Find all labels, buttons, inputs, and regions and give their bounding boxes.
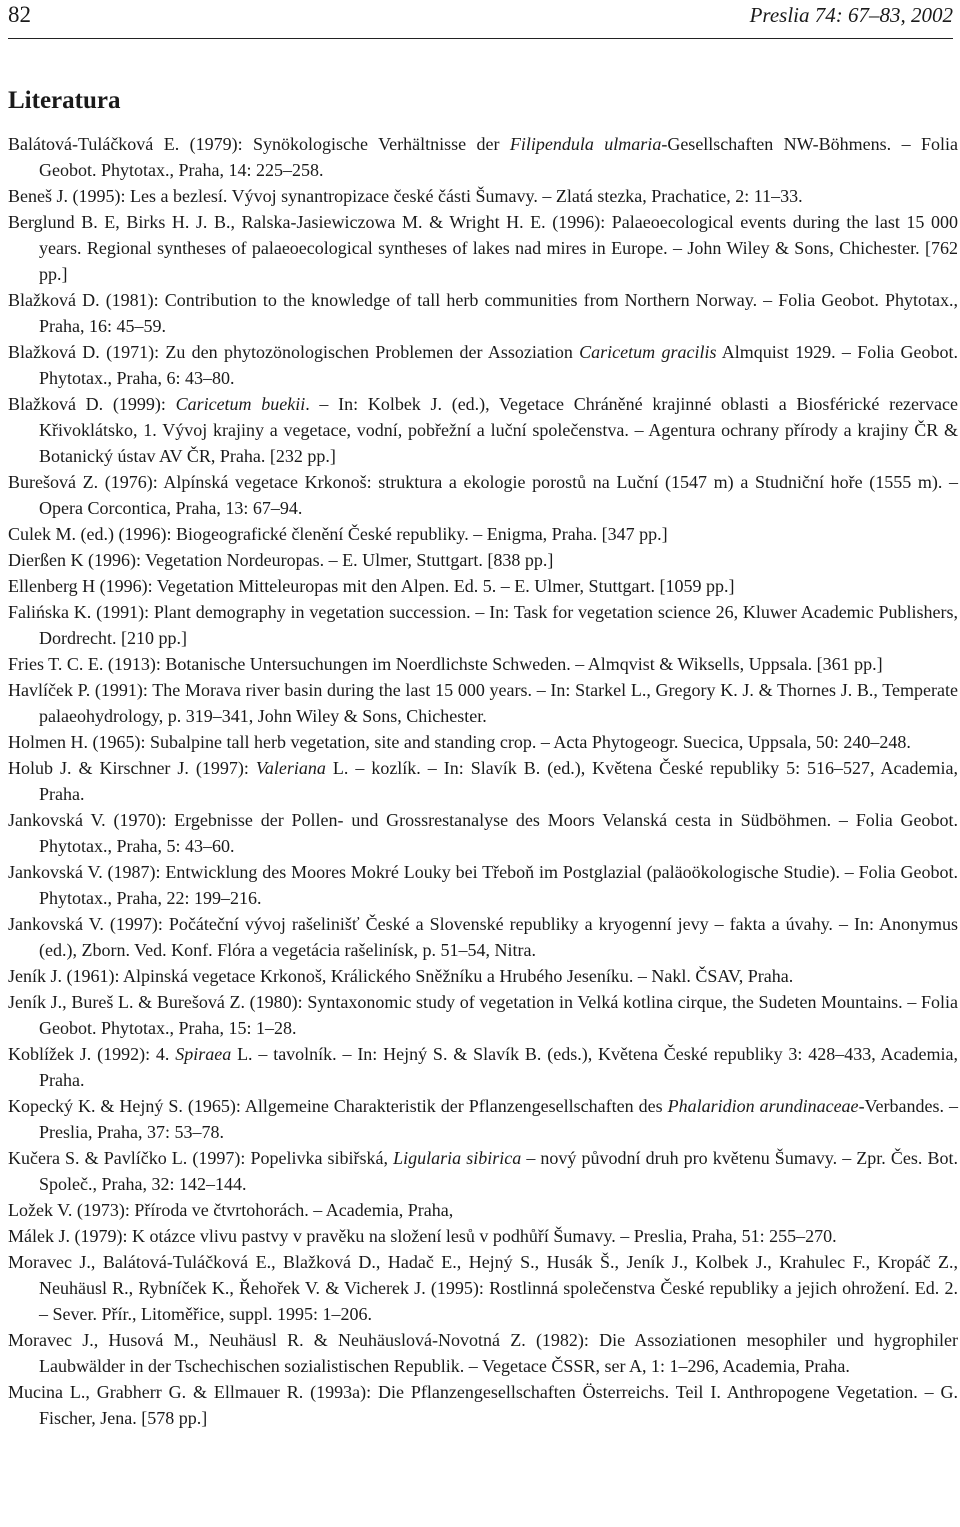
reference-text: Kopecký K. & Hejný S. (1965): Allgemeine Charakteristik der Pflanzengesellschaften des <box>8 1096 668 1116</box>
reference-text: Dierßen K (1996): Vegetation Nordeuropas. – E. Ulmer, Stuttgart. [838 pp.] <box>8 550 554 570</box>
reference-entry <box>8 651 958 677</box>
reference-text: Jeník J., Bureš L. & Burešová Z. (1980): Syntaxonomic study of vegetation in Velká kotlina cirque, the Sudeten Mountains. – Folia Geobot. Phytotax., Praha, 15: 1–28. <box>8 992 958 1038</box>
reference-list <box>8 131 958 1431</box>
reference-text: Holmen H. (1965): Subalpine tall herb vegetation, site and standing crop. – Acta Phytogeogr. Suecica, Uppsala, 50: 240–248. <box>8 732 911 752</box>
reference-entry <box>8 209 958 287</box>
reference-entry <box>8 131 958 183</box>
reference-text: Koblížek J. (1992): 4. <box>8 1044 176 1064</box>
reference-text: Blažková D. (1981): Contribution to the knowledge of tall herb communities from Northern Norway. – Folia Geobot. Phytotax., Praha, 16: 45–59. <box>8 290 958 336</box>
reference-entry <box>8 391 958 469</box>
reference-text: Berglund B. E, Birks H. J. B., Ralska-Jasiewiczowa M. & Wright H. E. (1996): Palaeoecological events during the last 15 000 years. Regional syntheses of palaeoecological syntheses of lakes nad mires in Europe. – John Wiley & Sons, Chichester. [762 pp.] <box>8 212 958 284</box>
reference-entry <box>8 1145 958 1197</box>
reference-entry <box>8 1223 958 1249</box>
taxon-name: Caricetum gracilis <box>579 342 717 362</box>
reference-text: Jankovská V. (1987): Entwicklung des Moores Mokré Louky bei Třeboň im Postglazial (paläoökologische Studie). – Folia Geobot. Phytotax., Praha, 22: 199–216. <box>8 862 958 908</box>
reference-entry <box>8 1249 958 1327</box>
reference-entry <box>8 573 958 599</box>
reference-text: Almquist 1929. – Folia Geobot. Phytotax., Praha, 6: 43–80. <box>39 342 959 388</box>
reference-entry <box>8 807 958 859</box>
reference-entry <box>8 521 958 547</box>
reference-text: Culek M. (ed.) (1996): Biogeografické členění České republiky. – Enigma, Praha. [347 pp.] <box>8 524 668 544</box>
taxon-name: Filipendula ulmaria <box>509 134 662 154</box>
taxon-name: Spiraea <box>175 1044 232 1064</box>
page-header <box>8 0 953 39</box>
reference-text: Málek J. (1979): K otázce vlivu pastvy v pravěku na složení lesů v podhůří Šumavy. – Preslia, Praha, 51: 255–270. <box>8 1226 837 1246</box>
reference-entry <box>8 599 958 651</box>
reference-text: Burešová Z. (1976): Alpínská vegetace Krkonoš: struktura a ekologie porostů na Luční (1547 m) a Studniční hoře (1555 m). – Opera Corcontica, Praha, 13: 67–94. <box>8 472 958 518</box>
reference-text: Ložek V. (1973): Příroda ve čtvrtohorách. – Academia, Praha, <box>8 1200 454 1220</box>
reference-text: Ellenberg H (1996): Vegetation Mitteleuropas mit den Alpen. Ed. 5. – E. Ulmer, Stuttgart. [1059 pp.] <box>8 576 735 596</box>
section-heading: Literatura <box>8 87 121 114</box>
reference-text: -Verbandes. – Preslia, Praha, 37: 53–78. <box>39 1096 959 1142</box>
reference-text: L. – tavolník. – In: Hejný S. & Slavík B. (eds.), Květena České republiky 3: 428–433, Academia, Praha. <box>39 1044 958 1090</box>
reference-entry <box>8 911 958 963</box>
reference-entry <box>8 963 958 989</box>
taxon-name: Caricetum buekii <box>175 394 306 414</box>
reference-text: Jankovská V. (1970): Ergebnisse der Pollen- und Grossrestanalyse des Moors Velanská cesta in Südböhmen. – Folia Geobot. Phytotax., Praha, 5: 43–60. <box>8 810 958 856</box>
reference-text: Blažková D. (1971): Zu den phytozönologischen Problemen der Assoziation <box>8 342 580 362</box>
reference-text: Holub J. & Kirschner J. (1997): <box>8 758 256 778</box>
reference-entry <box>8 989 958 1041</box>
taxon-name: Ligularia sibirica <box>393 1148 522 1168</box>
reference-text: Havlíček P. (1991): The Morava river basin during the last 15 000 years. – In: Starkel L., Gregory K. J. & Thornes J. B., Temperate palaeohydrology, p. 319–341, John Wiley & Sons, Chichester. <box>8 680 958 726</box>
reference-text: Mucina L., Grabherr G. & Ellmauer R. (1993a): Die Pflanzengesellschaften Österreichs. Teil I. Anthropogene Vegetation. – G. Fischer, Jena. [578 pp.] <box>8 1382 958 1428</box>
reference-text: Kučera S. & Pavlíčko L. (1997): Popelivka sibiřská, <box>8 1148 394 1168</box>
reference-text: Beneš J. (1995): Les a bezlesí. Vývoj synantropizace české části Šumavy. – Zlatá stezka, Prachatice, 2: 11–33. <box>8 186 803 206</box>
reference-text: Fries T. C. E. (1913): Botanische Untersuchungen im Noerdlichste Schweden. – Almqvist & Wiksells, Uppsala. [361 pp.] <box>8 654 883 674</box>
reference-text: -Gesellschaften NW-Böhmens. – Folia Geobot. Phytotax., Praha, 14: 225–258. <box>39 134 959 180</box>
reference-text: Moravec J., Husová M., Neuhäusl R. & Neuhäuslová-Novotná Z. (1982): Die Assoziationen mesophiler und hygrophiler Laubwälder in der Tschechischen sozialistischen Republik. – Vegetace ČSSR, ser A, 1: 1–296, Academia, Praha. <box>8 1330 958 1376</box>
journal-citation: Preslia 74: 67–83, 2002 <box>749 3 953 27</box>
reference-entry <box>8 677 958 729</box>
taxon-name: Valeriana <box>255 758 326 778</box>
reference-text: . – In: Kolbek J. (ed.), Vegetace Chráněné krajinné oblasti a Biosférické rezervace Křivoklátsko, 1. Vývoj krajiny a vegetace, vodní, pobřežní a luční společenstva. – Agentura ochrany přírody a krajiny ČR & Botanický ústav AV ČR, Praha. [232 pp.] <box>39 394 958 466</box>
taxon-name: Phalaridion arundinaceae <box>667 1096 859 1116</box>
page-number: 82 <box>8 2 31 27</box>
reference-entry <box>8 287 958 339</box>
reference-entry <box>8 547 958 573</box>
reference-text: L. – kozlík. – In: Slavík B. (ed.), Květena České republiky 5: 516–527, Academia, Praha. <box>39 758 958 804</box>
reference-text: – nový původní druh pro květenu Šumavy. – Zpr. Čes. Bot. Společ., Praha, 32: 142–144. <box>39 1148 958 1194</box>
reference-text: Jankovská V. (1997): Počáteční vývoj rašelinišť České a Slovenské republiky a kryogenní jevy – fakta a úvahy. – In: Anonymus (ed.), Zborn. Ved. Konf. Flóra a vegetácia rašelinísk, p. 51–54, Nitra. <box>8 914 958 960</box>
reference-entry <box>8 469 958 521</box>
reference-text: Moravec J., Balátová-Tuláčková E., Blažková D., Hadač E., Hejný S., Husák Š., Jeník J., Kolbek J., Krahulec F., Kropáč Z., Neuhäusl R., Rybníček K., Řehořek V. & Vicherek J. (1995): Rostlinná společenstva České republiky a jejich ohrožení. Ed. 2. – Sever. Přír., Litoměřice, suppl. 1995: 1–206. <box>8 1252 958 1324</box>
reference-text: Jeník J. (1961): Alpinská vegetace Krkonoš, Králického Sněžníku a Hrubého Jeseníku. – Nakl. ČSAV, Praha. <box>8 966 794 986</box>
reference-entry <box>8 339 958 391</box>
reference-entry <box>8 1041 958 1093</box>
reference-entry <box>8 755 958 807</box>
reference-entry <box>8 183 958 209</box>
reference-text: Blažková D. (1999): <box>8 394 176 414</box>
reference-entry <box>8 859 958 911</box>
reference-entry <box>8 1327 958 1379</box>
reference-entry <box>8 1093 958 1145</box>
reference-entry <box>8 1379 958 1431</box>
reference-text: Balátová-Tuláčková E. (1979): Synökologische Verhältnisse der <box>8 134 510 154</box>
reference-entry <box>8 729 958 755</box>
reference-text: Falińska K. (1991): Plant demography in vegetation succession. – In: Task for vegetation science 26, Kluwer Academic Publishers, Dordrecht. [210 pp.] <box>8 602 958 648</box>
reference-entry <box>8 1197 958 1223</box>
